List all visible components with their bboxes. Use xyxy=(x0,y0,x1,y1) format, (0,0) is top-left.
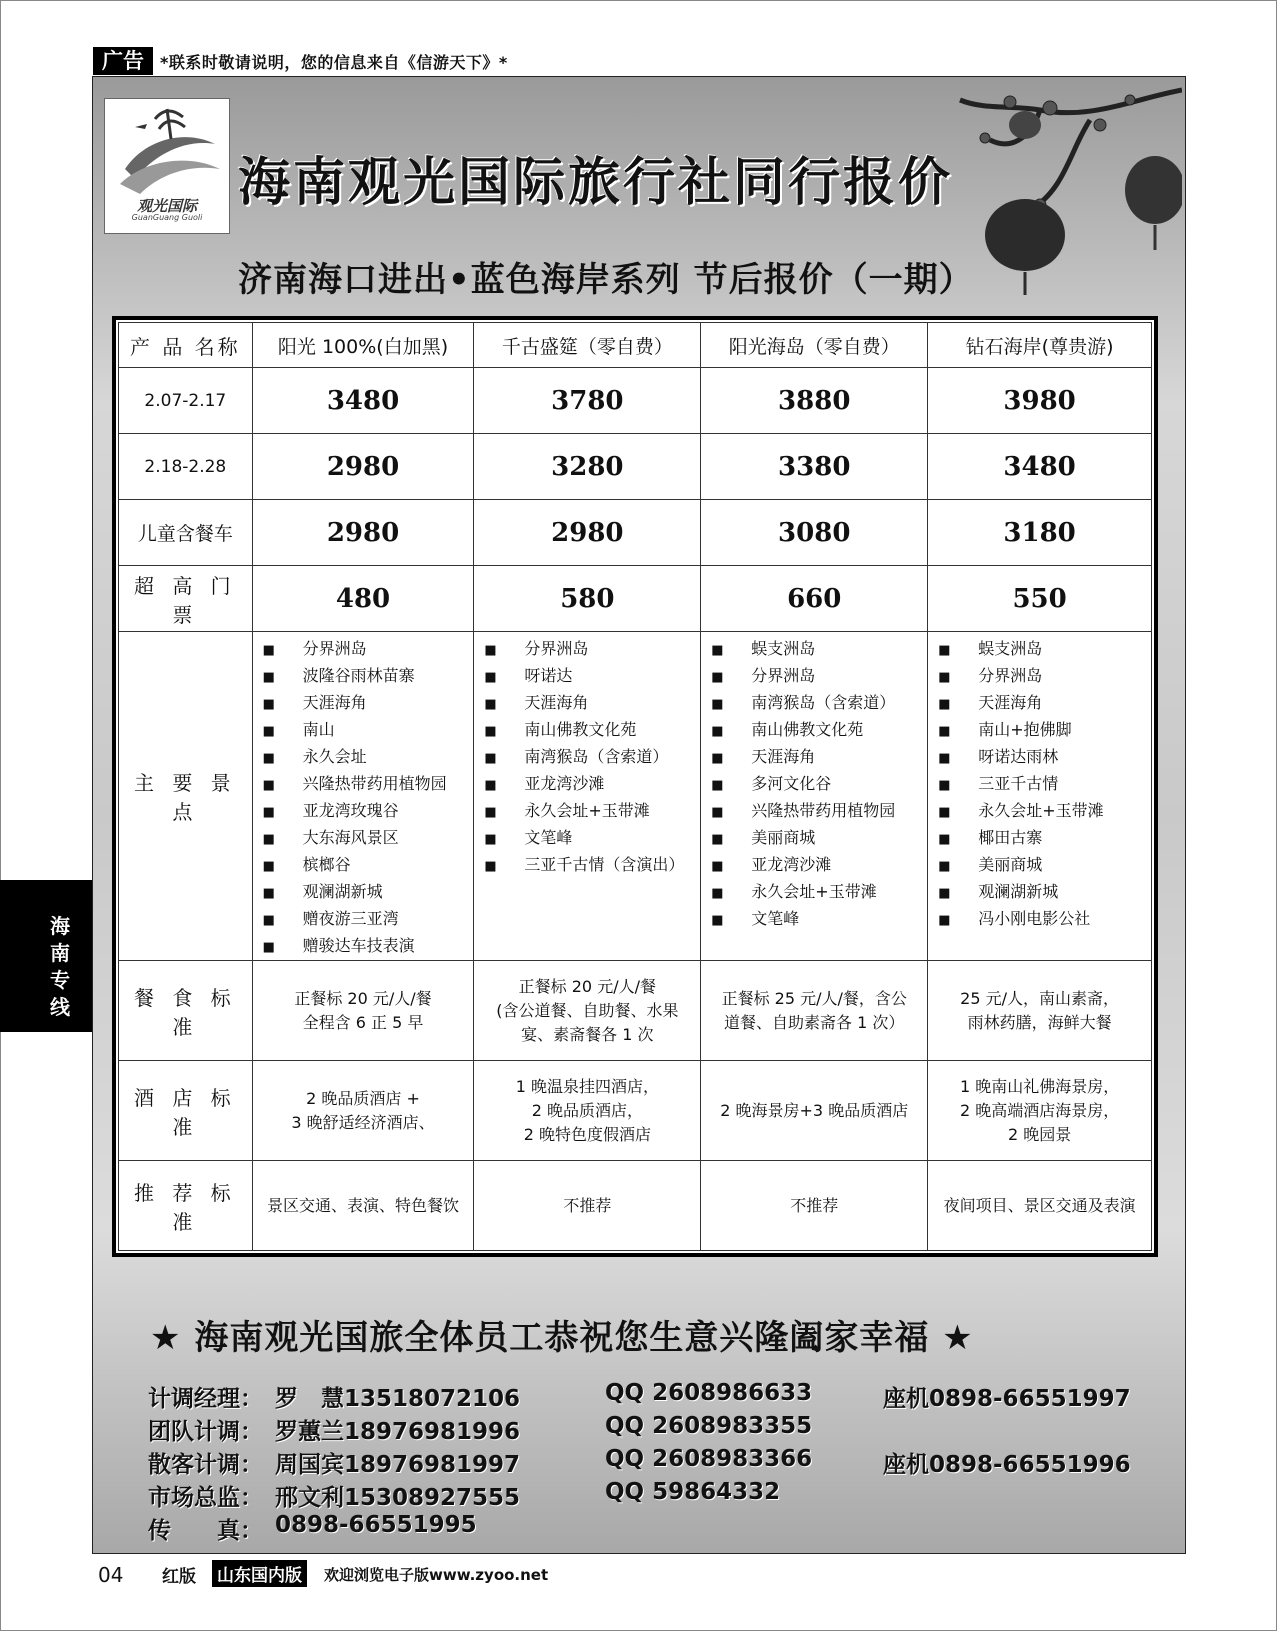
table-row-spots xyxy=(119,632,1152,961)
row-label-meal: 餐 食 标 准 xyxy=(119,961,253,1061)
cell-line: 正餐标 20 元/人/餐 xyxy=(518,976,656,996)
list-item: ■ 蜈支洲岛 xyxy=(711,636,927,663)
price-cell: 2980 xyxy=(252,434,474,500)
cell-line: 2 晚园景 xyxy=(1007,1124,1072,1144)
list-item: ■ 分界洲岛 xyxy=(711,663,927,690)
side-tab-char: 专 xyxy=(50,968,70,992)
contact-qq: QQ 2608986633 xyxy=(605,1380,813,1406)
list-item: ■ 永久会址+玉带滩 xyxy=(484,798,700,825)
page-title: 海南观光国际旅行社同行报价 xyxy=(238,152,954,213)
contact-role: 团队计调： xyxy=(148,1419,263,1445)
list-item: ■ 天涯海角 xyxy=(711,744,927,771)
recommend-cell: 不推荐 xyxy=(701,1161,928,1251)
row-label-child: 儿童含餐车 xyxy=(119,500,253,566)
spots-cell xyxy=(474,632,701,961)
cell-line: 2 晚特色度假酒店 xyxy=(523,1124,651,1144)
logo-subtext: GuanGuang Guoli xyxy=(131,213,203,222)
list-item: ■ 亚龙湾沙滩 xyxy=(711,852,927,879)
cell-line: 正餐标 20 元/人/餐 xyxy=(294,988,432,1008)
product-name: 阳光海岛（零自费） xyxy=(701,323,928,368)
spots-cell xyxy=(928,632,1152,961)
product-name: 千古盛筵（零自费） xyxy=(474,323,701,368)
list-item: ■ 呀诺达雨林 xyxy=(938,744,1151,771)
row-label-hotel: 酒 店 标 准 xyxy=(119,1061,253,1161)
recommend-cell: 景区交通、表演、特色餐饮 xyxy=(252,1161,474,1251)
price-cell: 580 xyxy=(474,566,701,632)
row-label-recommend: 推 荐 标 准 xyxy=(119,1161,253,1251)
list-item: ■ 美丽商城 xyxy=(938,852,1151,879)
price-cell: 3780 xyxy=(474,368,701,434)
logo-text: 观光国际 xyxy=(136,197,197,215)
list-item: ■ 南湾猴岛（含索道） xyxy=(484,744,700,771)
list-item: ■ 兴隆热带药用植物园 xyxy=(263,771,474,798)
list-item: ■ 天涯海角 xyxy=(484,690,700,717)
price-cell: 2980 xyxy=(474,500,701,566)
list-item: ■ 观澜湖新城 xyxy=(938,879,1151,906)
company-logo xyxy=(104,98,230,234)
price-cell: 3380 xyxy=(701,434,928,500)
table-row xyxy=(119,566,1152,632)
list-item: ■ 冯小刚电影公社 xyxy=(938,906,1151,933)
list-item: ■ 南山佛教文化苑 xyxy=(484,717,700,744)
cell-line: 1 晚温泉挂四酒店， xyxy=(515,1076,659,1096)
meal-cell xyxy=(928,961,1152,1061)
list-item: ■ 亚龙湾沙滩 xyxy=(484,771,700,798)
contact-role: 市场总监： xyxy=(148,1485,263,1511)
list-item: ■ 波隆谷雨林苗寨 xyxy=(263,663,474,690)
list-item: ■ 分界洲岛 xyxy=(484,636,700,663)
cell-line: 2 晚品质酒店 + xyxy=(306,1088,420,1108)
cell-line: 宴、素斋餐各 1 次 xyxy=(521,1024,654,1044)
contact-person: 罗蕙兰18976981996 xyxy=(275,1419,521,1445)
price-cell: 3480 xyxy=(252,368,474,434)
list-item: ■ 永久会址+玉带滩 xyxy=(938,798,1151,825)
list-item: ■ 椰田古寨 xyxy=(938,825,1151,852)
price-cell: 3080 xyxy=(701,500,928,566)
list-item: ■ 永久会址 xyxy=(263,744,474,771)
list-item: ■ 分界洲岛 xyxy=(263,636,474,663)
price-cell: 3480 xyxy=(928,434,1152,500)
list-item: ■ 天涯海角 xyxy=(263,690,474,717)
list-item: ■ 蜈支洲岛 xyxy=(938,636,1151,663)
meal-cell xyxy=(474,961,701,1061)
list-item: ■ 南山佛教文化苑 xyxy=(711,717,927,744)
hotel-cell xyxy=(928,1061,1152,1161)
cell-line: 2 晚高端酒店海景房， xyxy=(959,1100,1120,1120)
product-name: 阳光 100%(白加黑) xyxy=(252,323,474,368)
contact-role: 散客计调： xyxy=(148,1452,263,1478)
cell-line: 全程含 6 正 5 早 xyxy=(302,1012,424,1032)
table-row xyxy=(119,961,1152,1061)
row-label-spots: 主 要 景 点 xyxy=(119,632,253,961)
cell-line: 2 晚海景房+3 晚品质酒店 xyxy=(720,1100,909,1120)
spots-cell xyxy=(252,632,474,961)
cell-line: 雨林药膳，海鲜大餐 xyxy=(967,1012,1112,1032)
list-item: ■ 大东海风景区 xyxy=(263,825,474,852)
product-name: 钻石海岸(尊贵游) xyxy=(928,323,1152,368)
table-row xyxy=(119,500,1152,566)
hotel-cell xyxy=(701,1061,928,1161)
side-tab-char: 海 xyxy=(50,914,70,938)
table-header-row xyxy=(119,323,1152,368)
list-item: ■ 赠夜游三亚湾 xyxy=(263,906,474,933)
table-row xyxy=(119,1061,1152,1161)
list-item: ■ 呀诺达 xyxy=(484,663,700,690)
hotel-cell xyxy=(474,1061,701,1161)
side-tab-char: 线 xyxy=(50,995,70,1019)
table-row xyxy=(119,1161,1152,1251)
cell-line: 正餐标 25 元/人/餐，含公 xyxy=(721,988,907,1008)
edition-label: 红版 xyxy=(162,1567,196,1587)
list-item: ■ 观澜湖新城 xyxy=(263,879,474,906)
price-table xyxy=(118,322,1152,1251)
list-item: ■ 三亚千古情（含演出） xyxy=(484,852,700,879)
list-item: ■ 兴隆热带药用植物园 xyxy=(711,798,927,825)
cell-line: 道餐、自助素斋各 1 次） xyxy=(724,1012,905,1032)
price-cell: 550 xyxy=(928,566,1152,632)
contact-fax: 0898-66551995 xyxy=(275,1512,477,1538)
cell-line: 1 晚南山礼佛海景房， xyxy=(959,1076,1120,1096)
contact-qq: QQ 2608983355 xyxy=(605,1413,813,1439)
price-cell: 3880 xyxy=(701,368,928,434)
cell-line: 2 晚品质酒店， xyxy=(531,1100,643,1120)
side-tab-char: 南 xyxy=(50,941,70,965)
contact-landline: 座机0898-66551997 xyxy=(883,1386,1131,1412)
page-number: 04 xyxy=(98,1563,124,1587)
row-label-period2: 2.18-2.28 xyxy=(119,434,253,500)
recommend-cell: 夜间项目、景区交通及表演 xyxy=(928,1161,1152,1251)
price-cell: 3180 xyxy=(928,500,1152,566)
hotel-cell xyxy=(252,1061,474,1161)
side-section-tab xyxy=(0,880,92,1032)
list-item: ■ 分界洲岛 xyxy=(938,663,1151,690)
list-item: ■ 赠骏达车技表演 xyxy=(263,933,474,960)
contact-role: 计调经理： xyxy=(148,1386,263,1412)
contact-person: 罗 慧13518072106 xyxy=(275,1386,521,1412)
list-item: ■ 美丽商城 xyxy=(711,825,927,852)
price-cell: 480 xyxy=(252,566,474,632)
contact-role: 传 真： xyxy=(148,1518,263,1544)
list-item: ■ 多河文化谷 xyxy=(711,771,927,798)
page-subtitle: 济南海口进出•蓝色海岸系列 节后报价（一期） xyxy=(238,260,974,300)
spots-cell xyxy=(701,632,928,961)
list-item: ■ 槟榔谷 xyxy=(263,852,474,879)
table-row xyxy=(119,368,1152,434)
list-item: ■ 亚龙湾玫瑰谷 xyxy=(263,798,474,825)
price-cell: 3980 xyxy=(928,368,1152,434)
contact-landline: 座机0898-66551996 xyxy=(883,1452,1131,1478)
ad-note: *联系时敬请说明，您的信息来自《信游天下》* xyxy=(160,53,508,72)
blessing-text: ★ 海南观光国旅全体员工恭祝您生意兴隆阖家幸福 ★ xyxy=(150,1318,974,1358)
price-cell: 2980 xyxy=(252,500,474,566)
contact-person: 周国宾18976981997 xyxy=(275,1452,521,1478)
cell-line: (含公道餐、自助餐、水果 xyxy=(496,1000,679,1020)
recommend-cell: 不推荐 xyxy=(474,1161,701,1251)
list-item: ■ 文笔峰 xyxy=(484,825,700,852)
list-item: ■ 南湾猴岛（含索道） xyxy=(711,690,927,717)
table-row xyxy=(119,434,1152,500)
cell-line: 25 元/人，南山素斋， xyxy=(960,988,1120,1008)
meal-cell xyxy=(252,961,474,1061)
region-badge: 山东国内版 xyxy=(212,1560,307,1587)
contact-qq: QQ 59864332 xyxy=(605,1479,781,1505)
ad-tag: 广告 xyxy=(93,47,153,75)
cell-line: 3 晚舒适经济酒店、 xyxy=(291,1112,435,1132)
row-label-period1: 2.07-2.17 xyxy=(119,368,253,434)
logo-mark-icon xyxy=(105,99,229,195)
list-item: ■ 文笔峰 xyxy=(711,906,927,933)
contact-person: 邢文利15308927555 xyxy=(275,1485,521,1511)
list-item: ■ 永久会址+玉带滩 xyxy=(711,879,927,906)
meal-cell xyxy=(701,961,928,1061)
price-cell: 3280 xyxy=(474,434,701,500)
list-item: ■ 天涯海角 xyxy=(938,690,1151,717)
list-item: ■ 南山 xyxy=(263,717,474,744)
website-text: 欢迎浏览电子版www.zyoo.net xyxy=(324,1566,549,1584)
price-cell: 660 xyxy=(701,566,928,632)
row-label-name: 产 品 名称 xyxy=(119,323,253,368)
list-item: ■ 三亚千古情 xyxy=(938,771,1151,798)
list-item: ■ 南山+抱佛脚 xyxy=(938,717,1151,744)
row-label-ticket: 超 高 门 票 xyxy=(119,566,253,632)
contact-qq: QQ 2608983366 xyxy=(605,1446,813,1472)
